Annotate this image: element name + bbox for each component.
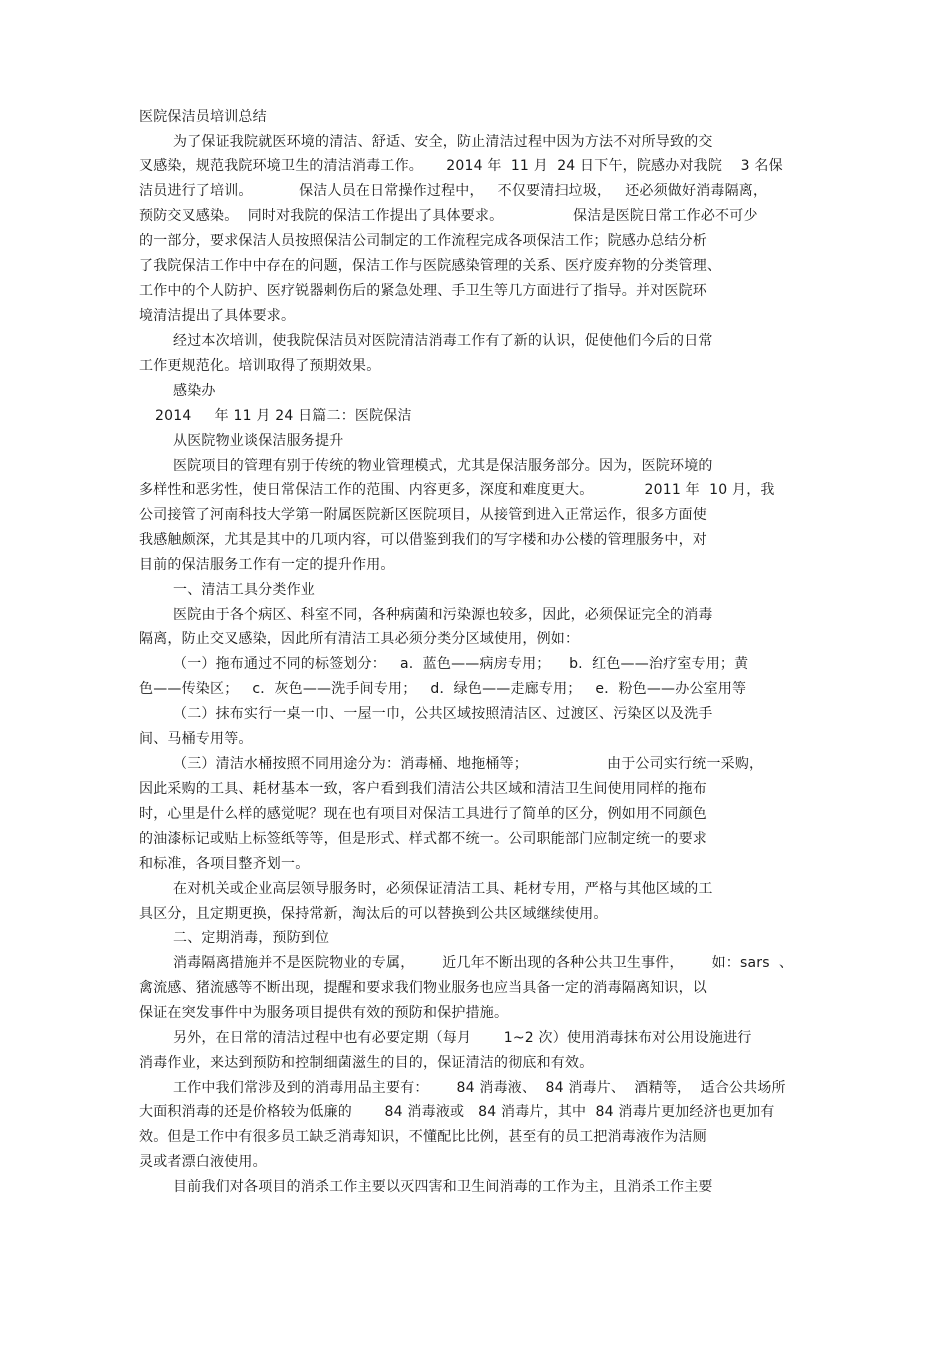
text-line: 具区分，且定期更换，保持常新，淘汰后的可以替换到公共区域继续使用。 bbox=[139, 906, 608, 922]
text-line: 工作中我们常涉及到的消毒用品主要有： 84 消毒液、 84 消毒片、 酒精等， 适合公共场所 bbox=[173, 1080, 786, 1096]
text-line: 消毒作业，来达到预防和控制细菌滋生的目的，保证清洁的彻底和有效。 bbox=[139, 1055, 594, 1071]
text-line: 多样性和恶劣性，使日常保洁工作的范围、内容更多，深度和难度更大。 2011 年 10 月，我 bbox=[139, 482, 775, 498]
text-line: 公司接管了河南科技大学第一附属医院新区医院项目，从接管到进入正常运作，很多方面使 bbox=[139, 507, 707, 523]
text-line: 禽流感、猪流感等不断出现，提醒和要求我们物业服务也应当具备一定的消毒隔离知识，以 bbox=[139, 980, 707, 996]
text-line: 消毒隔离措施并不是医院物业的专属， 近几年不断出现的各种公共卫生事件， 如：sars 、 bbox=[173, 955, 794, 971]
text-line: 从医院物业谈保洁服务提升 bbox=[173, 433, 344, 449]
text-line: 效。但是工作中有很多员工缺乏消毒知识，不懂配比比例，甚至有的员工把消毒液作为洁厕 bbox=[139, 1129, 707, 1145]
text-line: 工作中的个人防护、医疗锐器刺伤后的紧急处理、手卫生等几方面进行了指导。并对医院环 bbox=[139, 283, 707, 299]
text-line: 间、马桶专用等。 bbox=[139, 731, 253, 747]
text-line: （三）清洁水桶按照不同用途分为：消毒桶、地拖桶等； 由于公司实行统一采购， bbox=[173, 756, 764, 772]
text-line: 境清洁提出了具体要求。 bbox=[139, 308, 296, 324]
text-line: 2014 年 11 月 24 日篇二：医院保洁 bbox=[155, 408, 412, 424]
text-line: 医院项目的管理有别于传统的物业管理模式，尤其是保洁服务部分。因为，医院环境的 bbox=[173, 458, 713, 474]
text-line: 在对机关或企业高层领导服务时，必须保证清洁工具、耗材专用，严格与其他区域的工 bbox=[173, 881, 713, 897]
text-line: 为了保证我院就医环境的清洁、舒适、安全，防止清洁过程中因为方法不对所导致的交 bbox=[173, 134, 713, 150]
text-line: 大面积消毒的还是价格较为低廉的 84 消毒液或 84 消毒片，其中 84 消毒片更加经济也更加有 bbox=[139, 1104, 775, 1120]
text-line: 我感触颇深，尤其是其中的几项内容，可以借鉴到我们的写字楼和办公楼的管理服务中，对 bbox=[139, 532, 707, 548]
text-line: 的一部分，要求保洁人员按照保洁公司制定的工作流程完成各项保洁工作；院感办总结分析 bbox=[139, 233, 707, 249]
text-line: 洁员进行了培训。 保洁人员在日常操作过程中， 不仅要清扫垃圾， 还必须做好消毒隔离， bbox=[139, 183, 768, 199]
text-line: 保证在突发事件中为服务项目提供有效的预防和保护措施。 bbox=[139, 1005, 509, 1021]
text-line: 色——传染区； c．灰色——洗手间专用； d．绿色——走廊专用； e．粉色——办公室用等 bbox=[139, 681, 747, 697]
text-line: 预防交叉感染。 同时对我院的保洁工作提出了具体要求。 保洁是医院日常工作必不可少 bbox=[139, 208, 758, 224]
text-line: 了我院保洁工作中中存在的问题，保洁工作与医院感染管理的关系、医疗废弃物的分类管理、 bbox=[139, 258, 722, 274]
text-line: （一）拖布通过不同的标签划分： a. 蓝色——病房专用； b. 红色——治疗室专用；黄 bbox=[173, 656, 749, 672]
text-line: 工作更规范化。培训取得了预期效果。 bbox=[139, 358, 381, 374]
text-line: 和标准，各项目整齐划一。 bbox=[139, 856, 310, 872]
text-line: 隔离，防止交叉感染，因此所有清洁工具必须分类分区域使用，例如： bbox=[139, 631, 580, 647]
text-line: 的油漆标记或贴上标签纸等等，但是形式、样式都不统一。公司职能部门应制定统一的要求 bbox=[139, 831, 707, 847]
text-line: 经过本次培训，使我院保洁员对医院清洁消毒工作有了新的认识，促使他们今后的日常 bbox=[173, 333, 713, 349]
text-line: （二）抹布实行一桌一巾、一屋一巾，公共区域按照清洁区、过渡区、污染区以及洗手 bbox=[173, 706, 713, 722]
text-line: 医院由于各个病区、科室不同，各种病菌和污染源也较多，因此，必须保证完全的消毒 bbox=[173, 607, 713, 623]
text-line: 目前的保洁服务工作有一定的提升作用。 bbox=[139, 557, 395, 573]
text-line: 叉感染，规范我院环境卫生的清洁消毒工作。 2014 年 11 月 24 日下午，院感办对我院 3 名保 bbox=[139, 158, 783, 174]
text-line: 一、清洁工具分类作业 bbox=[173, 582, 315, 598]
text-line: 另外，在日常的清洁过程中也有必要定期（每月 1~2 次）使用消毒抹布对公用设施进行 bbox=[173, 1030, 752, 1046]
text-line: 时，心里是什么样的感觉呢？现在也有项目对保洁工具进行了简单的区分，例如用不同颜色 bbox=[139, 806, 707, 822]
text-line: 目前我们对各项目的消杀工作主要以灭四害和卫生间消毒的工作为主，且消杀工作主要 bbox=[173, 1179, 713, 1195]
text-line: 二、定期消毒，预防到位 bbox=[173, 930, 330, 946]
text-line: 灵或者漂白液使用。 bbox=[139, 1154, 267, 1170]
text-line: 感染办 bbox=[173, 383, 216, 399]
text-line: 因此采购的工具、耗材基本一致，客户看到我们清洁公共区域和清洁卫生间使用同样的拖布 bbox=[139, 781, 707, 797]
document-title: 医院保洁员培训总结 bbox=[139, 109, 267, 125]
